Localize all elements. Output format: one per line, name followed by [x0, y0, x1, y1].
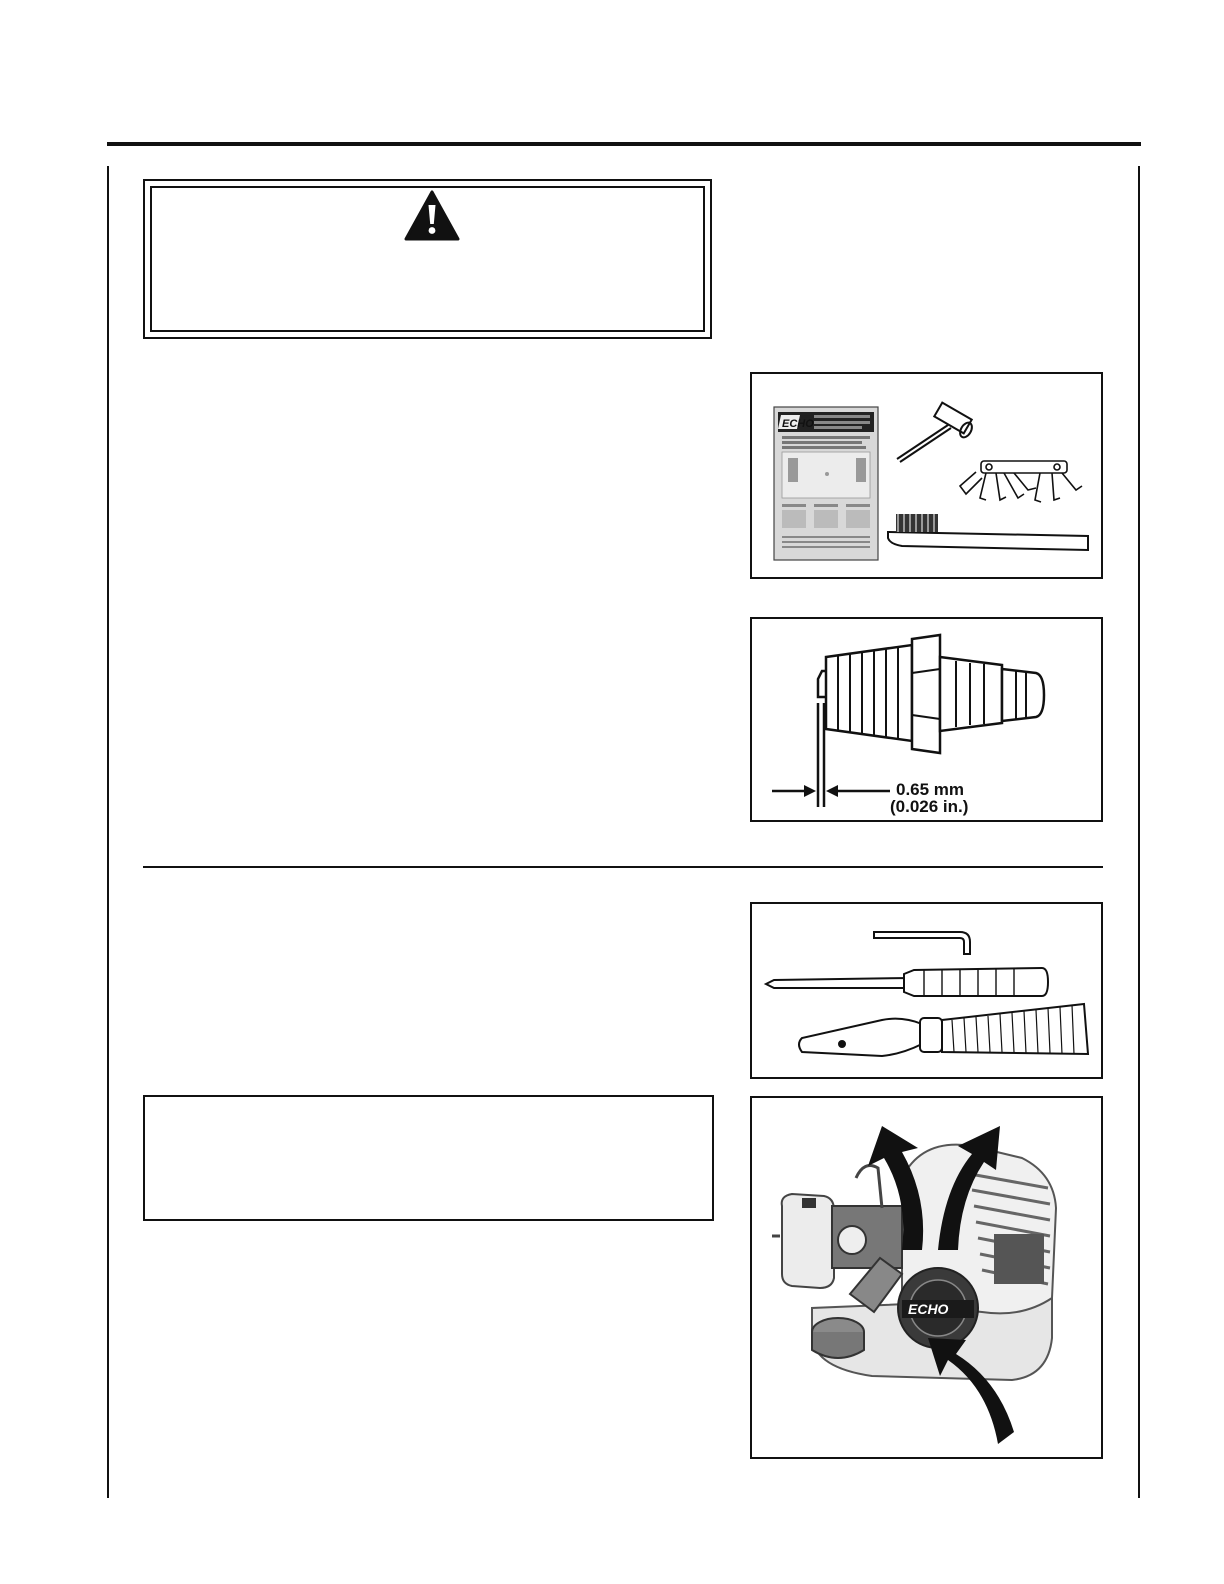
feeler-gauge [960, 461, 1082, 502]
spark-plug [818, 635, 1044, 753]
spark-plug-gap-figure [750, 617, 1103, 822]
gap-metric-label: 0.65 mm [896, 780, 965, 799]
engine-brand: ECHO [908, 1301, 949, 1317]
section-divider [143, 866, 1103, 868]
warning-triangle-icon [404, 190, 460, 242]
right-margin-line [1138, 166, 1140, 1498]
cleaning-brush [799, 1004, 1088, 1056]
tools-figure [750, 902, 1103, 1079]
plug-wrench [897, 403, 974, 462]
screwdriver [766, 968, 1048, 996]
engine-figure [750, 1096, 1103, 1459]
air-filter [772, 1194, 834, 1288]
tool-kit-package [774, 407, 878, 560]
carburetor [832, 1166, 902, 1268]
top-rule [107, 142, 1141, 146]
left-margin-line [107, 166, 109, 1498]
tool-kit-brand: ECHO [782, 418, 814, 430]
tool-kit-figure [750, 372, 1103, 579]
recoil-starter [898, 1268, 978, 1348]
note-box [143, 1095, 714, 1221]
hex-key [874, 932, 970, 954]
gap-imperial-label: (0.026 in.) [890, 797, 969, 816]
wire-brush [888, 514, 1088, 550]
fuel-cap [812, 1318, 864, 1358]
